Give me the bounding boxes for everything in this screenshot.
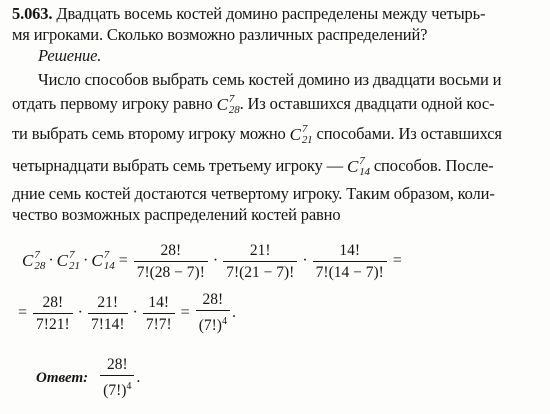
solution-line-4-post: способов. После- [373, 156, 494, 175]
equation-line-1 [22, 236, 406, 286]
answer-label: Ответ: [36, 369, 89, 386]
binom-c28-7 [217, 94, 240, 116]
answer-fraction [100, 355, 134, 400]
solution-line-5: дние семь костей достаются четвертому игроку. Таким образом, коли- [12, 184, 495, 203]
c-symbol: C [22, 251, 34, 270]
binom-n: 14 [359, 166, 370, 179]
binom-n: 21 [69, 260, 81, 272]
fraction-denominator: 7!(14 − 7)! [313, 261, 387, 282]
times-dot: · [48, 252, 54, 269]
period: . [231, 304, 236, 321]
solution-line-2-pre: отдать первому игроку равно [12, 94, 213, 113]
period: . [136, 369, 141, 386]
times-dot: · [212, 252, 219, 269]
exponent: 4 [221, 316, 227, 328]
problem-line-2: мя игроками. Сколько возможно различных распределений? [12, 25, 428, 44]
times-dot: · [77, 304, 83, 321]
solution-line-4 [12, 156, 542, 178]
fraction-numerator: 28! [160, 241, 182, 259]
binom-k: 7 [34, 249, 40, 261]
times-dot: · [132, 304, 138, 321]
fraction-14-over-7-7 [143, 293, 175, 334]
fraction-denominator [100, 375, 134, 400]
binom-c21-7 [290, 124, 313, 146]
problem-line-1 [12, 4, 542, 24]
binom-n: 28 [34, 260, 46, 272]
fraction-numerator: 28! [202, 291, 224, 309]
fraction-denominator: 7!7! [143, 313, 175, 334]
c-symbol: C [289, 125, 301, 145]
fraction-denominator: 7!(28 − 7)! [134, 261, 208, 282]
fraction-numerator: 14! [339, 241, 361, 259]
fraction-denominator [196, 310, 230, 335]
binom-k: 7 [103, 249, 110, 261]
fraction-result [196, 290, 230, 335]
c-symbol: C [56, 251, 69, 270]
answer-line [36, 354, 140, 402]
fraction-denominator: 7!(21 − 7)! [223, 261, 297, 282]
times-dot: · [83, 252, 89, 269]
fraction-denominator: 7!21! [33, 313, 73, 334]
binom-c14-7 [347, 156, 370, 178]
binom-k: 7 [359, 155, 365, 168]
problem-number: 5.063. [12, 4, 53, 23]
factorial-base: (7!) [198, 317, 222, 335]
fraction-numerator: 28! [42, 293, 64, 311]
binom-n: 14 [103, 260, 115, 272]
fraction-numerator: 28! [106, 356, 128, 374]
fraction-numerator: 21! [97, 293, 119, 311]
binom-k: 7 [301, 123, 308, 136]
binom-n: 28 [228, 104, 240, 117]
solution-line-6: чество возможных распределений костей равно [12, 205, 341, 224]
solution-line-3-post: способами. Из оставшихся [316, 124, 502, 143]
solution-line-3 [12, 124, 542, 146]
binom-k: 7 [228, 93, 235, 106]
equals-sign: = [392, 252, 402, 269]
binom-c21-7 [57, 250, 80, 272]
fraction-28-over-7-21 [33, 293, 73, 334]
fraction-28 [134, 241, 208, 282]
equals-sign: = [118, 252, 128, 269]
solution-line-2 [12, 94, 542, 116]
problem-text-1: Двадцать восемь костей домино распределены между четырь- [56, 4, 486, 23]
fraction-14 [313, 241, 387, 282]
solution-line-1: Число способов выбрать семь костей домино из двадцати восьми и [38, 70, 502, 89]
solution-heading: Решение. [38, 46, 102, 65]
c-symbol: C [346, 157, 359, 177]
binom-c14-7 [91, 250, 114, 272]
equals-sign: = [180, 304, 190, 321]
binom-n: 21 [301, 134, 313, 147]
solution-line-2-post: . Из оставшихся двадцати одной кос- [239, 94, 495, 113]
binom-k: 7 [69, 249, 75, 261]
equation-line-2 [14, 290, 236, 336]
equals-sign: = [18, 304, 28, 321]
fraction-21 [223, 241, 297, 282]
c-symbol: C [216, 95, 228, 115]
factorial-base: (7!) [103, 382, 127, 400]
binom-c28-7 [22, 250, 45, 272]
solution-line-4-pre: четырнадцати выбрать семь третьему игроку — [12, 156, 343, 175]
fraction-numerator: 21! [249, 241, 271, 259]
exponent: 4 [126, 381, 132, 393]
c-symbol: C [91, 251, 103, 270]
solution-line-3-pre: ти выбрать семь второму игроку можно [12, 124, 286, 143]
times-dot: · [302, 252, 308, 269]
fraction-denominator: 7!14! [88, 313, 128, 334]
fraction-numerator: 14! [148, 293, 170, 311]
fraction-21-over-7-14 [88, 293, 128, 334]
